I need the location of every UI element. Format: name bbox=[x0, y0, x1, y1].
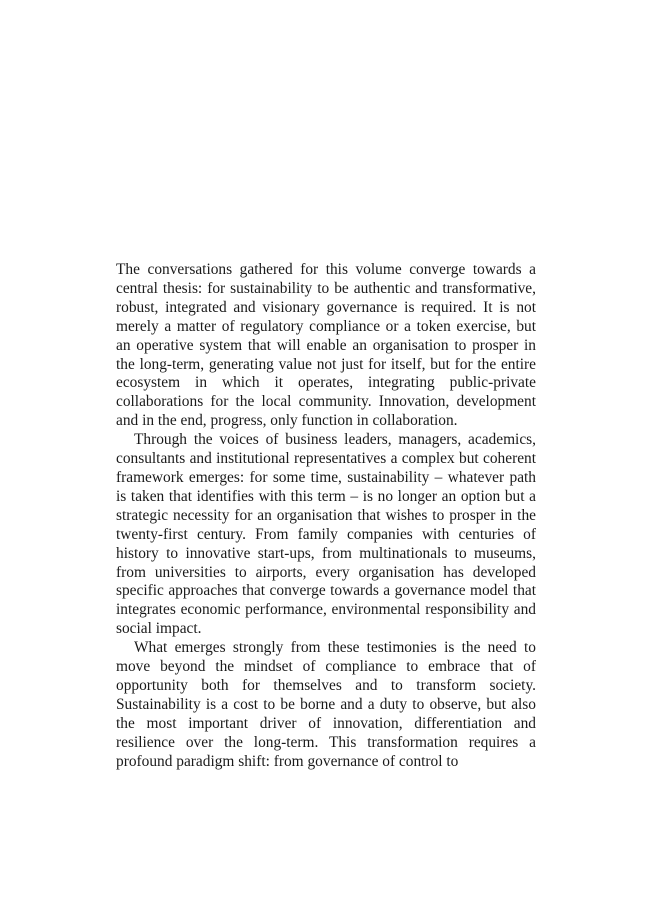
paragraph-2: Through the voices of business leaders, managers, academics, consultants and institutional representatives a complex but coherent framework emerges: for some time, sustainability – whatever path is taken that identifies with this term – is no longer an option but a strategic necessity for an organisation that wishes to prosper in the twenty-first century. From family companies with centuries of history to innovative start-ups, from multinationals to museums, from universities to airports, every organisation has developed specific approaches that converge towards a governance model that integrates economic performance, environmental responsibility and social impact. bbox=[116, 431, 536, 638]
paragraph-3: What emerges strongly from these testimonies is the need to move beyond the mindset of compliance to embrace that of opportunity both for themselves and to transform society. Sustainability is a cost to be borne and a duty to observe, but also the most important driver of innovation, differentiation and resilience over the long-term. This transformation requires a profound paradigm shift: from governance of control to bbox=[116, 639, 536, 770]
paragraph-1: The conversations gathered for this volume converge towards a central thesis: for sustainability to be authentic and transformative, robust, integrated and visionary governance is required. It is not merely a matter of regulatory compliance or a token exercise, but an operative system that will enable an organisation to prosper in the long-term, generating value not just for itself, but for the entire ecosystem in which it operates, integrating public-private collaborations for the local community. Innovation, development and in the end, progress, only function in collaboration. bbox=[116, 261, 536, 430]
body-text bbox=[116, 261, 536, 771]
